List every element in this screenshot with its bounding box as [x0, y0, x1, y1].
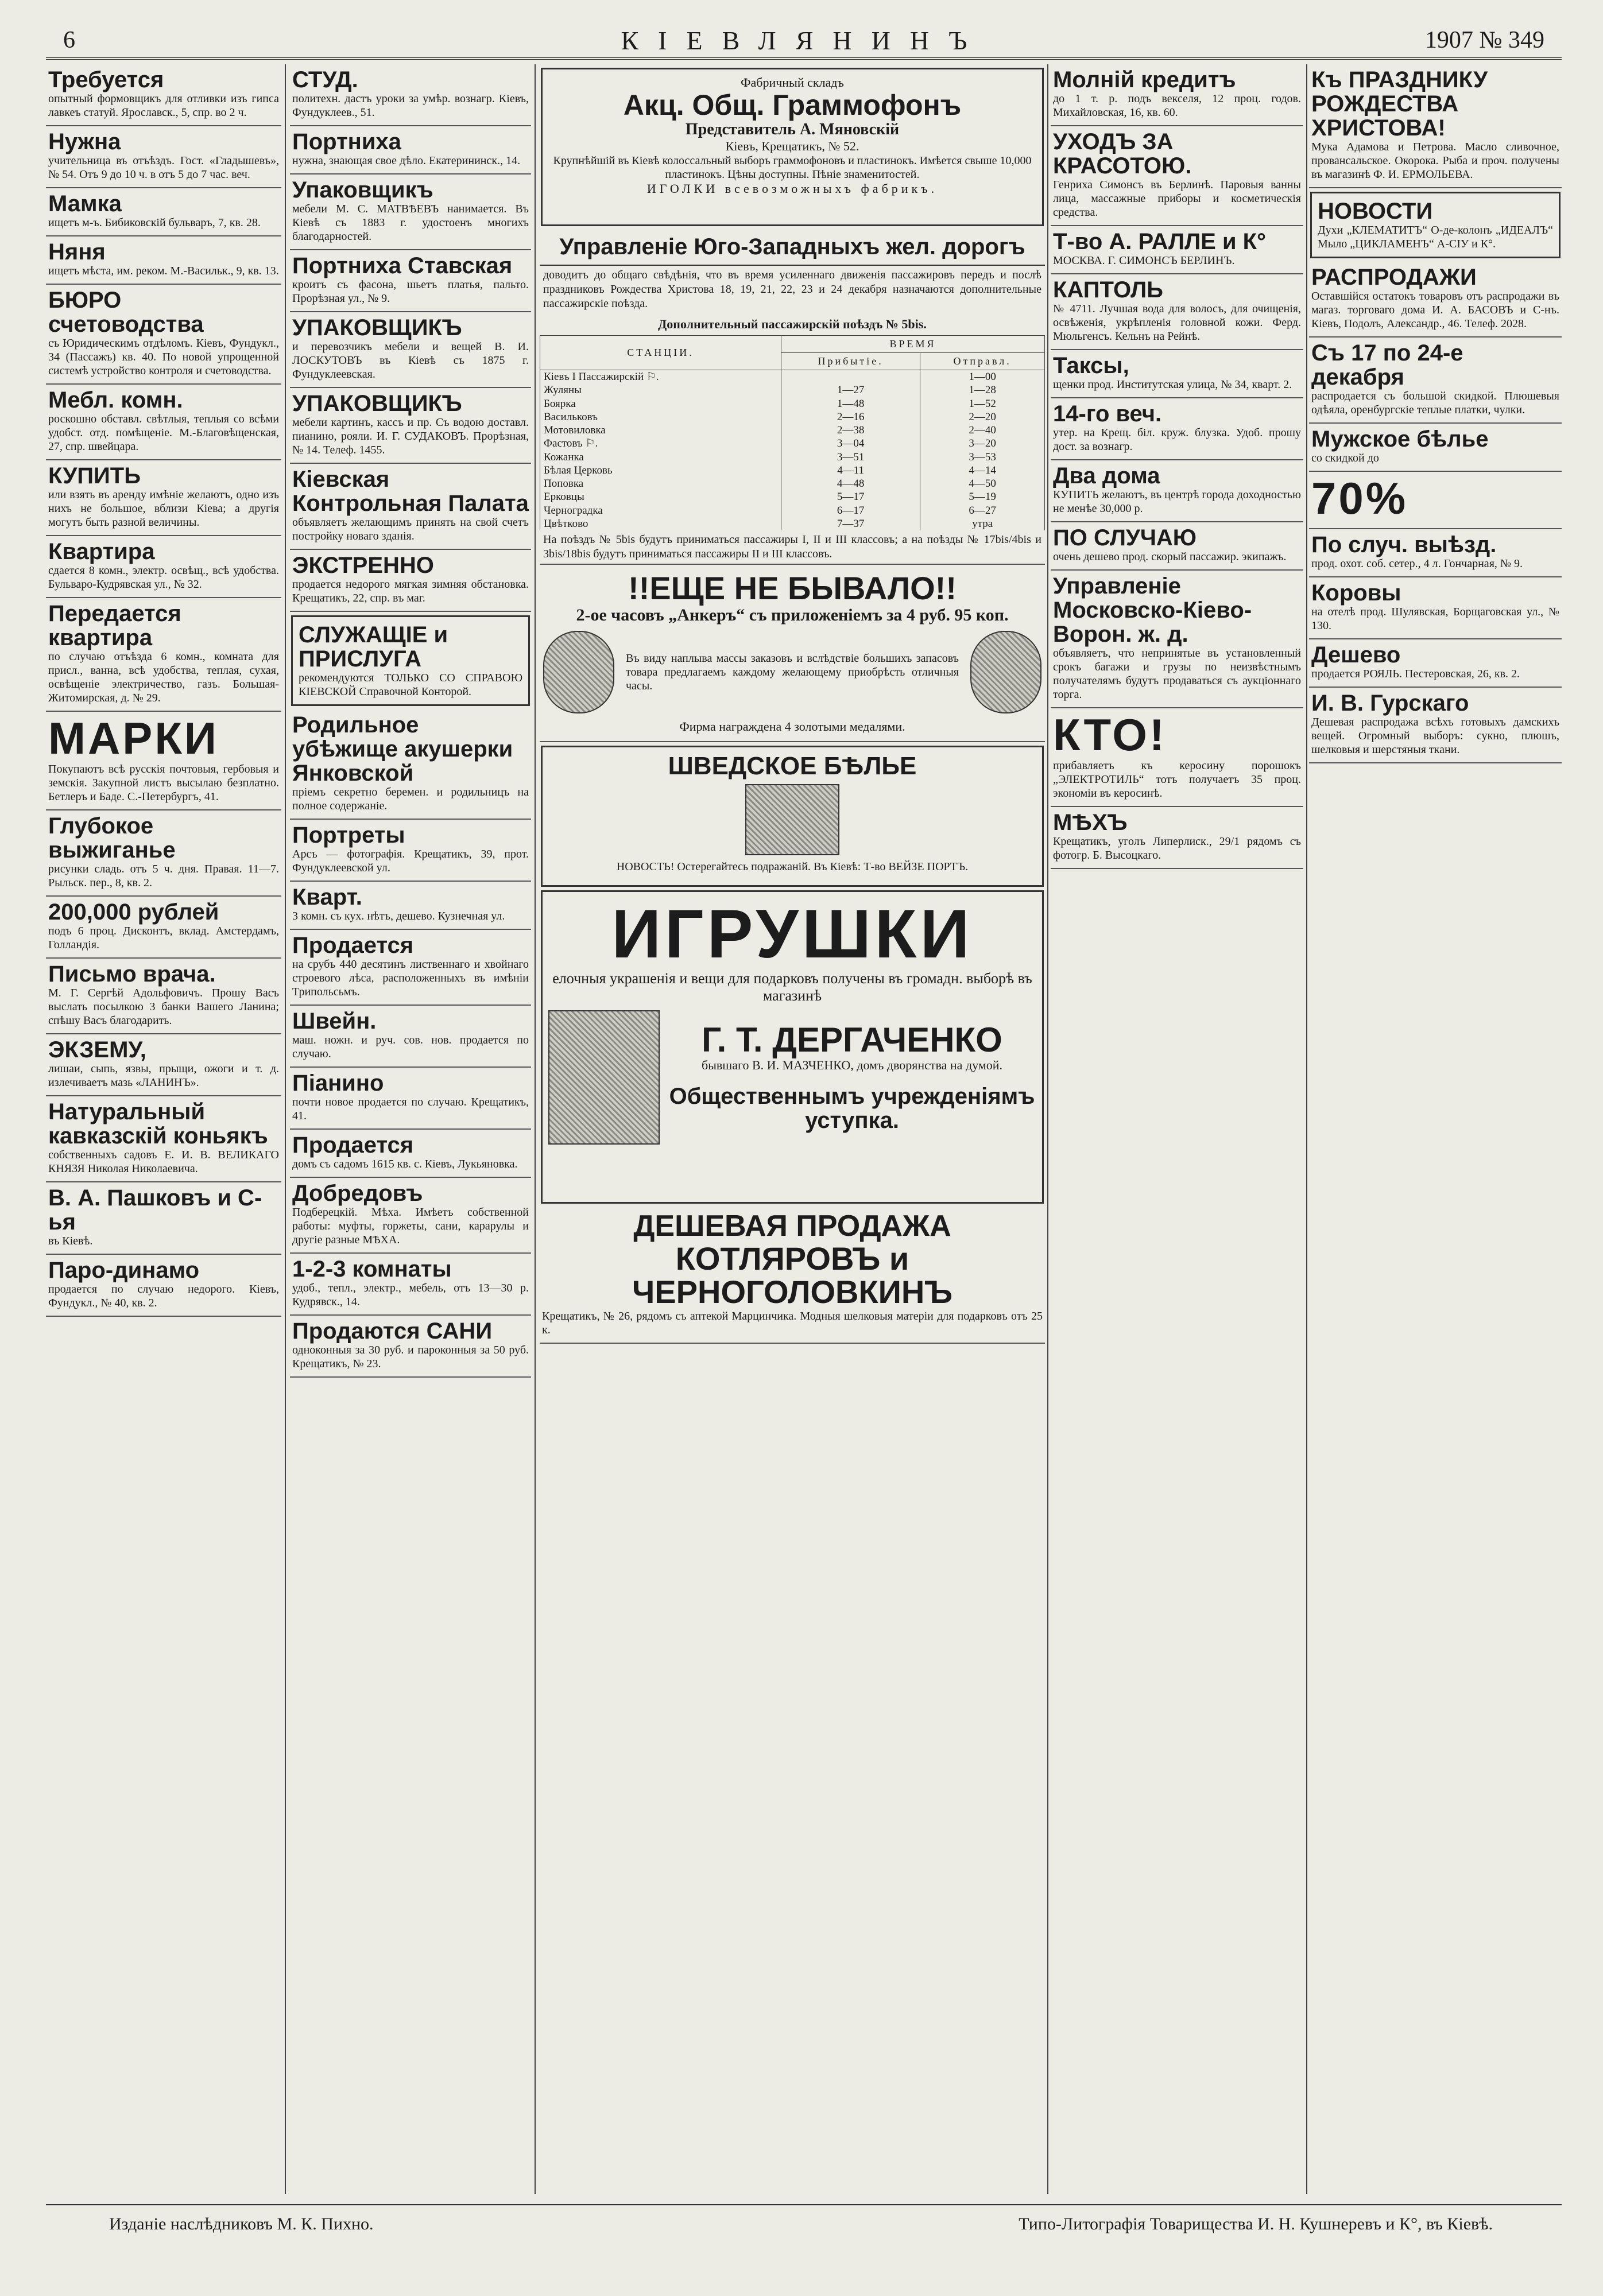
ad-heading: Паро-динамо: [48, 1257, 200, 1283]
departure-time: 4—14: [920, 464, 1045, 477]
table-row: [540, 504, 1045, 517]
ad-heading: Кварт.: [292, 885, 362, 910]
classified-ad: [290, 820, 531, 882]
classified-ad: [46, 126, 281, 188]
silk-sale-body: Крещатикъ, № 26, рядомъ съ аптекой Марцинчика. Модныя шелковыя матеріи для подарковъ отъ 25 к.: [542, 1310, 1043, 1337]
ad-heading: И. В. Гурскаго: [1311, 690, 1469, 716]
clock-foot: Фирма награждена 4 золотыми медалями.: [679, 719, 905, 734]
ad-heading: Продается: [292, 1133, 414, 1158]
linen-body: НОВОСТЬ! Остерегайтесь подражаній. Въ Кіевѣ: Т-во ВЕЙЗЕ ПОРТЪ.: [616, 860, 969, 874]
ad-heading: БЮРО счетоводства: [48, 288, 204, 337]
classified-ad: [1051, 126, 1303, 226]
departure-time: 2—20: [920, 410, 1045, 424]
ad-heading: СЛУЖАЩІЕ и ПРИСЛУГА: [299, 622, 448, 672]
ad-text: на отелѣ прод. Шулявская, Борщаговская ул., № 130.: [1311, 605, 1559, 632]
ad-text: мебели М. С. МАТВѢЕВЪ нанимается. Въ Кіевѣ съ 1883 г. удостоенъ многихъ благодарностей.: [292, 203, 529, 243]
clock-title: !!ЕЩЕ НЕ БЫВАЛО!!: [628, 570, 957, 607]
classified-ad: [46, 460, 281, 536]
ad-heading: Швейн.: [292, 1009, 377, 1034]
classified-ad: [46, 285, 281, 385]
table-row: [540, 424, 1045, 437]
ad-text: учительница въ отъѣздъ. Гост. «Гладышевъ», № 54. Отъ 9 до 10 ч. в отъ 5 до 7 час. веч.: [48, 154, 279, 181]
classified-ad: [46, 897, 281, 959]
classified-ad: [46, 385, 281, 460]
col-station: СТАНЦІИ.: [540, 336, 781, 370]
column-4: [1051, 64, 1303, 2188]
departure-time: 5—19: [920, 490, 1045, 503]
classified-ad: [290, 64, 531, 126]
ad-heading: РАСПРОДАЖИ: [1311, 265, 1477, 290]
ad-heading: НОВОСТИ: [1318, 199, 1433, 224]
ad-text: опытный формовщикъ для отливки изъ гипса лавкеъ статуй. Ярославск., 5, спр. во 2 ч.: [48, 92, 279, 119]
masthead-title: КІЕВЛЯНИНЪ: [621, 26, 987, 55]
ad-heading: 70%: [1311, 473, 1408, 523]
classified-ad: [1051, 807, 1303, 869]
col-time: ВРЕМЯ: [781, 336, 1045, 353]
ad-text: Генриха Симонсъ въ Берлинѣ. Паровыя ванны лица, массажные приборы и косметическія средства.: [1053, 179, 1301, 219]
classified-ad: [1051, 708, 1303, 807]
ad-heading: КТО!: [1053, 709, 1167, 760]
classified-ad: [46, 1255, 281, 1317]
classified-ad: [1310, 192, 1561, 258]
classified-ad: [1309, 688, 1562, 763]
column-2: [290, 64, 531, 2188]
ad-heading: Коровы: [1311, 580, 1401, 606]
gramophone-body: Крупнѣйшій въ Кіевѣ колоссальный выборъ граммофоновъ и пластинокъ. Имѣется свыше 10,000 пластинокъ. Цѣны доступны. Пѣніе знаменитостей.: [553, 154, 1032, 181]
classified-ad: [290, 126, 531, 174]
railway-text: доводитъ до общаго свѣдѣнія, что въ время усиленнаго движенія пассажировъ передъ и послѣ праздниковъ Рождества Христова 18, 19, 21, 22, 23 и 24 декабря назначаются дополнительные пассажирскіе поѣзда.: [543, 269, 1041, 310]
classified-ad: [290, 1006, 531, 1068]
classified-ad: [291, 615, 530, 706]
ad-text: Дешевая распродажа всѣхъ готовыхъ дамскихъ вещей. Огромный выборъ: сукно, плюшъ, шелковыя и шерстяныя ткани.: [1311, 715, 1559, 756]
ad-heading: Портниха: [292, 129, 401, 154]
page-header: [46, 23, 1562, 60]
classified-ad: [46, 236, 281, 285]
railway-notice: [540, 230, 1045, 565]
classified-ad: [1309, 338, 1562, 424]
ad-text: мебели картинъ, кассъ и пр. Съ водою доставл. пианино, рояли. И. Г. СУДАКОВЪ. Прорѣзная, № 14. Телеф. 1455.: [292, 416, 529, 456]
classified-ad: [290, 174, 531, 250]
ad-heading: По случ. выѣзд.: [1311, 532, 1497, 557]
table-row: [540, 397, 1045, 410]
ad-heading: Кіевская Контрольная Палата: [292, 467, 529, 516]
column-3: [540, 64, 1045, 2188]
classified-ad: [1309, 64, 1562, 188]
ad-text: объявляетъ, что непринятые въ установленный срокъ багажи и грузы по неизвѣстнымъ получателямъ будутъ продаваться съ аукціоннаго торга.: [1053, 647, 1301, 701]
ad-text: лишаи, сыпь, язвы, прыщи, ожоги и т. д. излечиваетъ мазь «ЛАНИНЪ».: [48, 1062, 279, 1089]
silk-sale-head: ДЕШЕВАЯ ПРОДАЖА: [633, 1209, 951, 1243]
departure-time: 2—40: [920, 424, 1045, 437]
ad-heading: Глубокое выжиганье: [48, 813, 176, 863]
classified-ad: [1051, 226, 1303, 274]
ad-text: сдается 8 комн., электр. освѣщ., всѣ удобства. Бульваро-Кудрявская ул., № 32.: [48, 564, 279, 591]
gramophone-pre: Фабричный складъ: [741, 75, 844, 90]
ad-heading: Дешево: [1311, 642, 1401, 668]
ad-text: политехн. дастъ уроки за умѣр. вознагр. Кіевъ, Фундуклеев., 51.: [292, 92, 529, 119]
railway-subtitle: Дополнительный пассажирскій поѣздъ № 5bis.: [658, 317, 927, 331]
ad-heading: Няня: [48, 239, 106, 265]
arrival-time: 3—04: [781, 437, 920, 450]
column-rule: [535, 64, 536, 2194]
ad-text: съ Юридическимъ отдѣломъ. Кіевъ, Фундукл., 34 (Пассажъ) кв. 40. По новой упрощенной системѣ устройство контроля и счетоводства.: [48, 337, 279, 377]
ad-heading: Письмо врача.: [48, 961, 216, 987]
classified-ad: [46, 64, 281, 126]
arrival-time: 3—51: [781, 451, 920, 464]
classified-ad: [46, 810, 281, 897]
classified-ad: [290, 1068, 531, 1130]
ad-heading: Портреты: [292, 823, 405, 848]
classified-ad: [290, 250, 531, 312]
station-name: Фастовъ ⚐.: [540, 437, 781, 450]
toys-merchant: Г. Т. ДЕРГАЧЕНКО: [702, 1021, 1002, 1060]
arrival-time: 5—17: [781, 490, 920, 503]
classified-ad: [46, 1096, 281, 1182]
station-name: Кожанка: [540, 451, 781, 464]
classified-ad: [46, 1034, 281, 1096]
issue-date: 1907 № 349: [1424, 27, 1544, 53]
ad-heading: 1-2-3 комнаты: [292, 1256, 452, 1282]
ad-heading: КАПТОЛЬ: [1053, 277, 1163, 302]
ad-text: на срубъ 440 десятинъ лиственнаго и хвойнаго строевого лѣса, расположенныхъ въ имѣніи Трипольсьмъ.: [292, 958, 529, 998]
toys-foot: Общественнымъ учрежденіямъ уступка.: [669, 1084, 1035, 1134]
classified-ad: [46, 712, 281, 810]
arrival-time: 1—27: [781, 383, 920, 397]
ad-heading: Продаются САНИ: [292, 1318, 493, 1344]
ad-heading: Къ ПРАЗДНИКУ РОЖДЕСТВА ХРИСТОВА!: [1311, 67, 1488, 141]
railway-note: На поѣздъ № 5bis будутъ приниматься пассажиры I, II и III классовъ; а на поѣзды № 17bis/4bis и 3bis/18bis будутъ приниматься пассажиры II и III классовъ.: [543, 533, 1041, 561]
arrival-time: 2—38: [781, 424, 920, 437]
station-name: Цвѣтково: [540, 517, 781, 530]
departure-time: 1—00: [920, 370, 1045, 384]
ad-heading: Мебл. комн.: [48, 387, 183, 413]
ad-heading: Молній кредитъ: [1053, 67, 1236, 92]
classified-ad: [46, 188, 281, 236]
table-row: [540, 437, 1045, 450]
ad-heading: УПАКОВЩИКЪ: [292, 315, 462, 340]
ad-text: распродается съ большой скидкой. Плюшевыя одѣяла, оренбургскіе теплые платки, чулки.: [1311, 390, 1559, 416]
ad-heading: СТУД.: [292, 67, 358, 92]
ad-text: ищетъ мѣста, им. реком. М.-Васильк., 9, кв. 13.: [48, 265, 279, 277]
classified-ad: [290, 1130, 531, 1178]
classified-ad: [1051, 274, 1303, 350]
departure-time: 4—50: [920, 477, 1045, 490]
classified-ad: [1051, 398, 1303, 460]
ad-text: Арсъ — фотографія. Крещатикъ, 39, прот. Фундуклеевской ул.: [292, 848, 529, 874]
ad-text: и перевозчикъ мебели и вещей В. И. ЛОСКУТОВЪ въ Кіевѣ съ 1875 г. Фундуклеевская.: [292, 340, 529, 381]
classified-ad: [1309, 472, 1562, 529]
ad-text: со скидкой до: [1311, 452, 1379, 464]
ad-heading: Мужское бѣлье: [1311, 426, 1489, 452]
silk-sale-name: КОТЛЯРОВЪ и ЧЕРНОГОЛОВКИНЪ: [632, 1240, 953, 1310]
col-arrival: Прибытіе.: [781, 353, 920, 370]
ad-text: до 1 т. р. подъ векселя, 12 проц. годов. Михайловская, 16, кв. 60.: [1053, 92, 1301, 119]
ad-text: Духи „КЛЕМАТИТЪ“ О-де-колонъ „ИДЕАЛЪ“ Мыло „ЦИКЛАМЕНЪ“ А-СІУ и К°.: [1318, 224, 1553, 250]
ad-text: подъ 6 проц. Дисконтъ, вклад. Амстердамъ, Голландія.: [48, 924, 279, 951]
toys-addr: бывшаго В. И. МАЗЧЕНКО, домъ дворянства на думой.: [701, 1058, 1003, 1073]
ad-text: рисунки сладь. отъ 5 ч. дня. Правая. 11—7. Рыльск. пер., 8, кв. 2.: [48, 862, 279, 889]
ad-heading: Передается квартира: [48, 601, 181, 650]
table-row: [540, 410, 1045, 424]
ad-text: утер. на Крещ. біл. круж. блузка. Удоб. прошу дост. за вознагр.: [1053, 426, 1301, 453]
ad-heading: Піанино: [292, 1071, 384, 1096]
ad-heading: ЭКСТРЕННО: [292, 553, 434, 578]
ad-text: объявляетъ желающимъ принять на свой счетъ постройку новаго зданія.: [292, 516, 529, 542]
arrival-time: 4—11: [781, 464, 920, 477]
classified-ad: [46, 536, 281, 598]
classified-ad: [46, 1182, 281, 1255]
column-rule: [285, 64, 286, 2194]
ad-heading: ЭКЗЕМУ,: [48, 1037, 146, 1062]
page-footer: [46, 2204, 1562, 2251]
table-row: [540, 517, 1045, 530]
departure-time: 6—27: [920, 504, 1045, 517]
ad-text: удоб., тепл., электр., мебель, отъ 13—30 р. Кудрявск., 14.: [292, 1282, 529, 1308]
ad-heading: В. А. Пашковъ и С-ья: [48, 1185, 262, 1235]
clock-ad: [540, 565, 1045, 742]
ad-text: рекомендуются ТОЛЬКО СО СПРАВОЮ КІЕВСКОЙ Справочной Конторой.: [299, 672, 522, 698]
station-name: Васильковъ: [540, 410, 781, 424]
classified-ad: [290, 1254, 531, 1316]
table-row: [540, 451, 1045, 464]
classified-ad: [290, 1178, 531, 1254]
ad-text: очень дешево прод. скорый пассажир. экипажъ.: [1053, 550, 1287, 563]
ad-text: МОСКВА. Г. СИМОНСЪ БЕРЛИНЪ.: [1053, 254, 1235, 267]
ad-heading: Квартира: [48, 539, 155, 564]
linen-ad: [541, 746, 1044, 887]
ad-heading: КУПИТЬ: [48, 463, 141, 488]
arrival-time: 1—48: [781, 397, 920, 410]
pocket-watch-icon: [970, 631, 1041, 713]
ad-heading: УПАКОВЩИКЪ: [292, 391, 462, 416]
page-number: 6: [63, 27, 75, 53]
gramophone-addr: Кіевъ, Крещатикъ, № 52.: [725, 138, 859, 153]
railway-timetable: [540, 335, 1045, 530]
toys-ad: [541, 890, 1044, 1204]
station-name: Жуляны: [540, 383, 781, 397]
classified-ad: [1051, 522, 1303, 571]
station-name: Черноградка: [540, 504, 781, 517]
ad-text: кроитъ съ фасона, шьетъ платья, пальто. Прорѣзная ул., № 9.: [292, 278, 529, 305]
classified-ad: [46, 598, 281, 712]
ad-text: щенки прод. Институтская улица, № 34, кварт. 2.: [1053, 378, 1292, 391]
ad-text: продается недорого мягкая зимняя обстановка. Крещатикъ, 22, спр. въ маг.: [292, 578, 529, 604]
classified-ad: [1051, 350, 1303, 398]
ad-heading: Родильное убѣжище акушерки Янковской: [292, 712, 513, 786]
table-row: [540, 490, 1045, 503]
railway-title: Управленіе Юго-Западныхъ жел. дорогъ: [540, 230, 1045, 266]
ad-text: Оставшійся остатокъ товаровъ отъ распродажи въ магаз. торговаго дома И. А. БАСОВЪ и С-нъ. Кіевъ, Подолъ, Александр., 46. Телеф. 2028.: [1311, 290, 1559, 330]
gramophone-ad: [541, 68, 1044, 226]
ad-heading: Управленіе Московско-Кіево-Ворон. ж. д.: [1053, 573, 1252, 647]
column-rule: [1306, 64, 1307, 2194]
silk-sale-ad: [540, 1207, 1045, 1344]
ad-text: почти новое продается по случаю. Крещатикъ, 41.: [292, 1096, 529, 1122]
ad-text: Покупаютъ всѣ русскія почтовыя, гербовыя и земскія. Закупной листъ высылаю безплатно. Бетлеръ и Баде. С.-Петербургъ, 41.: [48, 762, 279, 803]
ad-text: прибавляетъ къ керосину порошокъ „ЭЛЕКТРОТИЛЬ“ тотъ получаетъ 35 проц. экономіи въ керосинѣ.: [1053, 759, 1301, 800]
ad-text: № 4711. Лучшая вода для волосъ, для очищенія, освѣженія, укрѣпленія головной кожи. Ферд. Мюльгенсъ. Кельнъ на Рейнѣ.: [1053, 302, 1301, 343]
ad-text: домъ съ садомъ 1615 кв. с. Кіевъ, Лукьяновка.: [292, 1158, 518, 1170]
classified-ad: [1051, 571, 1303, 708]
station-name: Кіевъ I Пассажирскій ⚐.: [540, 370, 781, 384]
classified-ad: [46, 959, 281, 1034]
pocket-watch-icon: [543, 631, 614, 713]
gramophone-rep: Представитель А. Мяновскій: [685, 120, 900, 138]
classified-ad: [1051, 460, 1303, 522]
ad-text: одноконныя за 30 руб. и пароконныя за 50 руб. Крещатикъ, № 23.: [292, 1344, 529, 1370]
classified-ad: [1309, 262, 1562, 338]
ad-heading: МАРКИ: [48, 713, 219, 763]
ad-text: продается РОЯЛЬ. Пестеровская, 26, кв. 2.: [1311, 667, 1520, 680]
arrival-time: 4—48: [781, 477, 920, 490]
ad-text: пріемъ секретно беремен. и родильницъ на полное содержаніе.: [292, 786, 529, 812]
ad-text: маш. ножн. и руч. сов. нов. продается по случаю.: [292, 1034, 529, 1060]
ad-text: роскошно обставл. свѣтлыя, теплыя со всѣми удобст. отд. помѣщеніе. М.-Благовѣщенская, 27, спр. швейцара.: [48, 413, 279, 453]
table-row: [540, 383, 1045, 397]
ad-heading: Съ 17 по 24-е декабря: [1311, 340, 1463, 390]
printer: Типо-Литографія Товарищества И. Н. Кушнеревъ и К°, въ Кіевѣ.: [1019, 2214, 1493, 2233]
classified-ad: [1309, 577, 1562, 639]
toys-head: ИГРУШКИ: [611, 895, 973, 972]
classified-ad: [290, 709, 531, 820]
ad-text: собственныхъ садовъ Е. И. В. ВЕЛИКАГО КНЯЗЯ Николая Николаевича.: [48, 1148, 279, 1175]
classified-ad: [290, 930, 531, 1006]
station-name: Поповка: [540, 477, 781, 490]
arrival-time: 6—17: [781, 504, 920, 517]
ad-text: Крещатикъ, уголъ Липерлиск., 29/1 рядомъ съ фотогр. Б. Высоцкаго.: [1053, 835, 1301, 862]
shield-emblem-icon: [745, 784, 839, 855]
ad-heading: Продается: [292, 933, 414, 958]
ad-heading: Т-во А. РАЛЛЕ и К°: [1053, 229, 1267, 254]
ad-text: нужна, знающая свое дѣло. Екатерининск., 14.: [292, 154, 521, 167]
column-5: [1309, 64, 1562, 2188]
departure-time: 3—20: [920, 437, 1045, 450]
departure-time: 1—28: [920, 383, 1045, 397]
classified-ad: [290, 388, 531, 464]
ad-text: 3 комн. съ кух. нѣтъ, дешево. Кузнечная ул.: [292, 910, 505, 922]
classified-ad: [1051, 64, 1303, 126]
station-name: Бѣлая Церковь: [540, 464, 781, 477]
table-row: [540, 464, 1045, 477]
classified-ad: [290, 882, 531, 930]
station-name: Ерковцы: [540, 490, 781, 503]
classified-ad: [1309, 639, 1562, 688]
classified-ad: [290, 1316, 531, 1378]
col-departure: Отправл.: [920, 353, 1045, 370]
ad-heading: ПО СЛУЧАЮ: [1053, 525, 1197, 550]
ad-heading: Упаковщикъ: [292, 177, 433, 203]
ad-text: по случаю отъѣзда 6 комн., комната для присл., ванна, всѣ удобства, теплая, сухая, освѣщеніе электричество, газъ. Большая-Житомирская, д. № 29.: [48, 650, 279, 704]
ad-text: продается по случаю недорого. Кіевъ, Фундукл., № 40, кв. 2.: [48, 1282, 279, 1309]
station-name: Мотовиловка: [540, 424, 781, 437]
ad-text: въ Кіевѣ.: [48, 1234, 93, 1247]
arrival-time: 7—37: [781, 517, 920, 530]
arrival-time: 2—16: [781, 410, 920, 424]
classified-ad: [1309, 424, 1562, 472]
ad-heading: Мамка: [48, 191, 122, 216]
departure-time: 1—52: [920, 397, 1045, 410]
classified-ad: [290, 464, 531, 550]
ad-heading: Два дома: [1053, 463, 1160, 488]
ad-heading: Добредовъ: [292, 1181, 423, 1206]
ad-heading: Таксы,: [1053, 353, 1129, 378]
publisher: Изданіе наслѣдниковъ М. К. Пихно.: [109, 2214, 374, 2233]
ad-text: М. Г. Сергѣй Адольфовичъ. Прошу Васъ выслать посылкою 3 банки Вашего Ланина; спѣшу Васъ благодарить.: [48, 986, 279, 1027]
child-with-tree-illustration: [548, 1010, 660, 1145]
arrival-time: [781, 370, 920, 384]
clock-sub: 2-ое часовъ „Анкеръ“ съ приложеніемъ за 4 руб. 95 коп.: [576, 605, 1009, 625]
departure-time: 3—53: [920, 451, 1045, 464]
column-rule: [1047, 64, 1048, 2194]
ad-heading: Портниха Ставская: [292, 253, 513, 278]
toys-sub: елочныя украшенія и вещи для подарковъ получены въ громадн. выборѣ въ магазинѣ: [552, 969, 1032, 1004]
linen-head: ШВЕДСКОЕ БѢЛЬЕ: [668, 751, 917, 780]
ad-heading: МѢХЪ: [1053, 809, 1128, 835]
clock-body: Въ виду наплыва массы заказовъ и вслѣдствіе большихъ запасовъ товара предлагаемъ каждому желающему приобрѣсть отличныя часы.: [626, 651, 959, 692]
classified-ad: [290, 550, 531, 612]
ad-text: или взять въ аренду имѣніе желаютъ, одно изъ нихъ не большое, вблизи Кіева; а другія могутъ быть разной величины.: [48, 488, 279, 529]
table-row: [540, 370, 1045, 384]
ad-text: Подберецкій. Мѣха. Имѣетъ собственной работы: муфты, горжеты, сани, карарулы и другіе разные МѢХА.: [292, 1206, 529, 1246]
ad-heading: 14-го веч.: [1053, 401, 1162, 426]
ad-text: КУПИТЬ желаютъ, въ центрѣ города доходностью не менѣе 30,000 р.: [1053, 488, 1301, 515]
ad-heading: 200,000 рублей: [48, 899, 219, 925]
ad-text: ищетъ м-ъ. Бибиковскій бульваръ, 7, кв. 28.: [48, 216, 261, 229]
ad-heading: Натуральный кавказскій коньякъ: [48, 1099, 268, 1149]
table-row: [540, 477, 1045, 490]
ad-text: прод. охот. соб. сетер., 4 л. Гончарная, № 9.: [1311, 557, 1523, 570]
classified-ad: [1309, 529, 1562, 577]
departure-time: утра: [920, 517, 1045, 530]
ad-heading: УХОДЪ ЗА КРАСОТОЮ.: [1053, 129, 1192, 179]
gramophone-head: Акц. Общ. Граммофонъ: [623, 89, 962, 121]
ad-heading: Нужна: [48, 129, 121, 154]
classified-ad: [290, 312, 531, 388]
column-1: [46, 64, 281, 2188]
gramophone-foot: ИГОЛКИ всевозможныхъ фабрикъ.: [646, 181, 938, 196]
station-name: Боярка: [540, 397, 781, 410]
ad-text: Мука Адамова и Петрова. Масло сливочное, провансальское. Окорока. Рыба и проч. получены въ магазинѣ Ф. И. ЕРМОЛЬЕВА.: [1311, 141, 1559, 181]
ad-heading: Требуется: [48, 67, 164, 92]
